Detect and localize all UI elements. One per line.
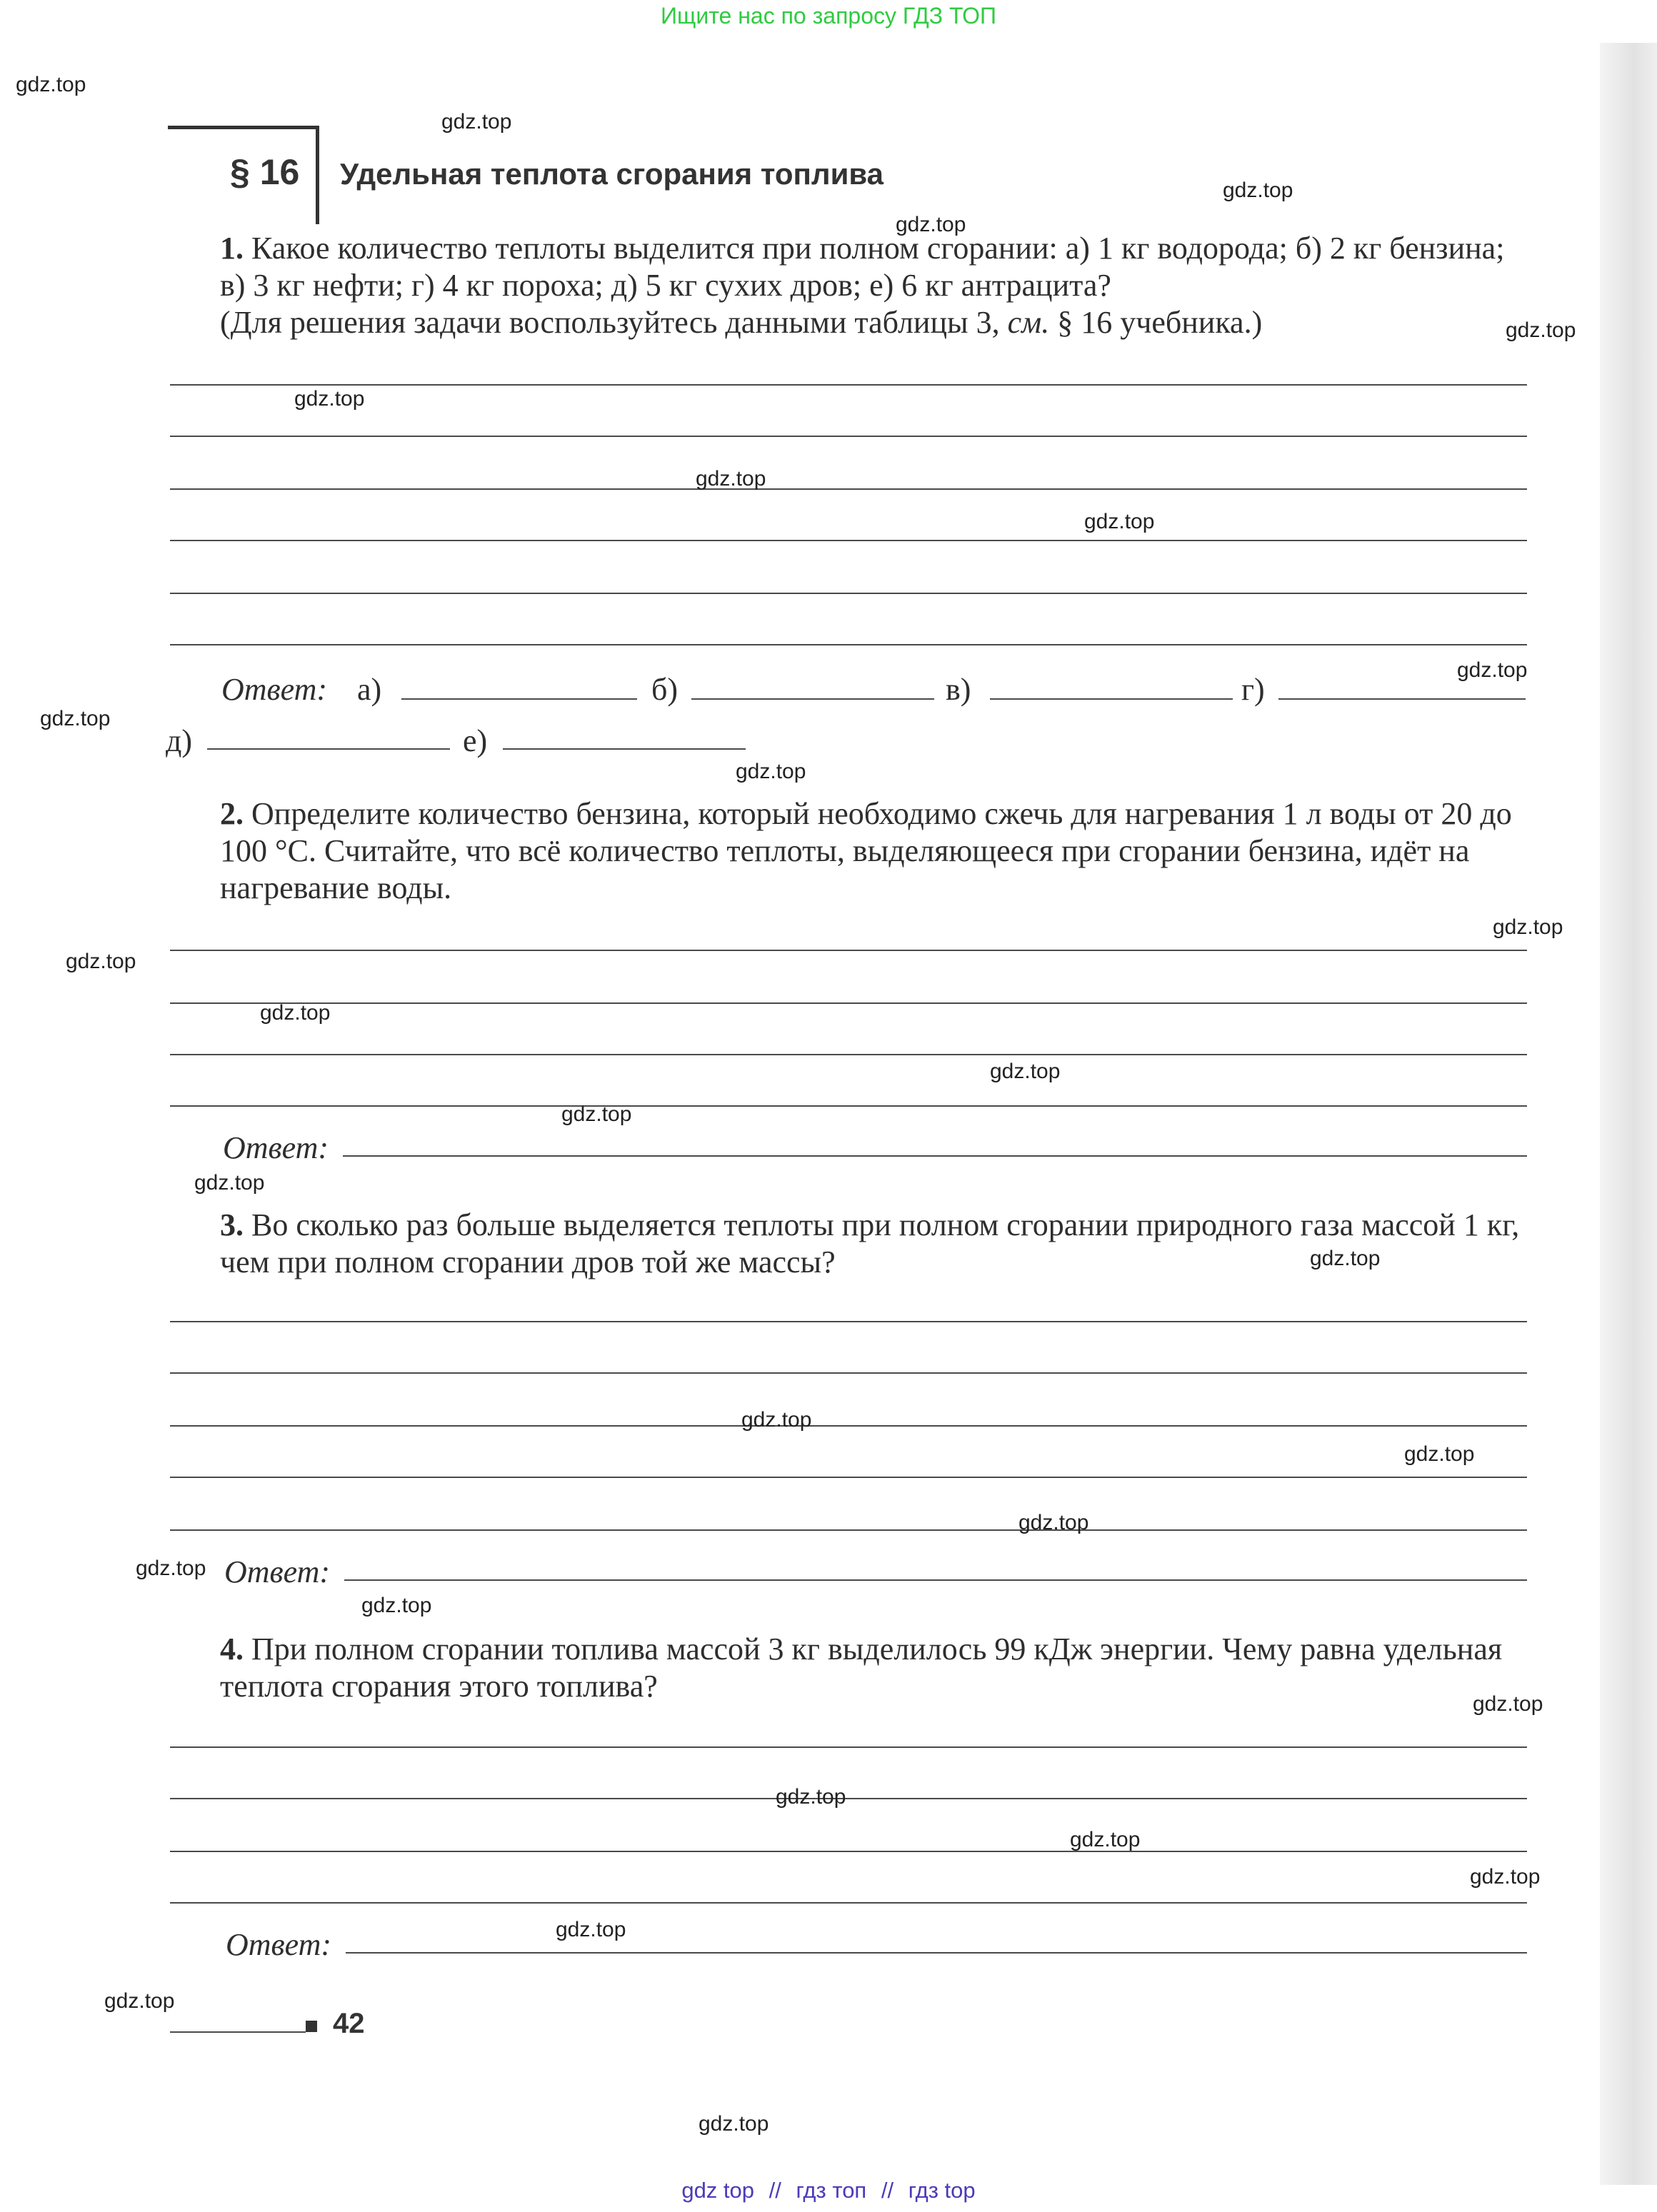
- task-1-number: 1.: [220, 231, 244, 266]
- answer-line[interactable]: [170, 436, 1527, 437]
- task-1-note-see: см.: [1007, 305, 1050, 340]
- task-2: [170, 795, 1527, 907]
- watermark: gdz.top: [1070, 1828, 1141, 1851]
- bottom-banner-link[interactable]: гдз top: [908, 2178, 976, 2203]
- answer-line[interactable]: [170, 644, 1527, 645]
- watermark: gdz.top: [194, 1171, 265, 1195]
- answer-label: Ответ:: [221, 672, 328, 707]
- watermark: gdz.top: [736, 760, 806, 783]
- answer-blank[interactable]: [343, 1155, 1527, 1157]
- task-4: [170, 1631, 1527, 1705]
- bottom-banner-separator: //: [769, 2178, 781, 2203]
- watermark: gdz.top: [1223, 179, 1293, 202]
- answer-line[interactable]: [170, 950, 1527, 951]
- task-3-text: Во сколько раз больше выделяется теплоты при полном сгорании природного газа массой 1 кг, чем при полном сгорании дров той же массы?: [220, 1207, 1520, 1280]
- watermark: gdz.top: [1493, 915, 1563, 939]
- watermark: gdz.top: [441, 110, 512, 134]
- answer-line[interactable]: [170, 384, 1527, 386]
- watermark: gdz.top: [361, 1594, 432, 1617]
- answer-option-c: в): [946, 672, 971, 707]
- answer-line[interactable]: [170, 1798, 1527, 1799]
- answer-line[interactable]: [170, 1002, 1527, 1004]
- watermark: gdz.top: [990, 1060, 1061, 1083]
- answer-label: Ответ:: [226, 1927, 332, 1962]
- answer-blank[interactable]: [344, 1579, 1527, 1581]
- task-1: [170, 230, 1527, 341]
- watermark: gdz.top: [696, 467, 766, 491]
- answer-line[interactable]: [170, 1105, 1527, 1107]
- watermark: gdz.top: [104, 1989, 175, 2013]
- section-number: § 16: [230, 152, 300, 192]
- watermark: gdz.top: [741, 1408, 812, 1432]
- watermark: gdz.top: [1084, 510, 1155, 533]
- task-1-note: (Для решения задачи воспользуйтесь данными таблицы 3,: [220, 305, 1000, 340]
- answer-line[interactable]: [170, 1425, 1527, 1427]
- watermark: gdz.top: [896, 213, 966, 236]
- watermark: gdz.top: [776, 1785, 846, 1809]
- section-title: Удельная теплота сгорания топлива: [340, 157, 884, 191]
- page-marker-icon: [306, 2021, 317, 2032]
- watermark: gdz.top: [699, 2112, 769, 2136]
- watermark: gdz.top: [1506, 318, 1576, 342]
- answer-line[interactable]: [170, 593, 1527, 594]
- answer-blank-f[interactable]: [503, 748, 746, 750]
- watermark: gdz.top: [1404, 1442, 1475, 1466]
- answer-option-a: а): [357, 672, 382, 707]
- task-4-number: 4.: [220, 1632, 244, 1666]
- task-4-text: При полном сгорании топлива массой 3 кг выделилось 99 кДж энергии. Чему равна удельная теплота сгорания этого топлива?: [220, 1632, 1503, 1704]
- watermark: gdz.top: [136, 1557, 206, 1580]
- watermark: gdz.top: [40, 707, 111, 730]
- answer-line[interactable]: [170, 540, 1527, 541]
- answer-line[interactable]: [170, 1746, 1527, 1748]
- top-banner[interactable]: Ищите нас по запросу ГДЗ ТОП: [661, 3, 996, 29]
- answer-line[interactable]: [170, 1902, 1527, 1904]
- header-top-rule: [168, 126, 318, 129]
- answer-line[interactable]: [170, 1372, 1527, 1374]
- bottom-banner-link[interactable]: гдз топ: [796, 2178, 867, 2203]
- page-number: 42: [333, 2008, 365, 2039]
- task-2-number: 2.: [220, 796, 244, 831]
- watermark: gdz.top: [1018, 1511, 1089, 1534]
- answer-label: Ответ:: [224, 1554, 331, 1589]
- watermark: gdz.top: [294, 387, 365, 411]
- answer-blank-c[interactable]: [990, 698, 1233, 700]
- watermark: gdz.top: [1473, 1692, 1543, 1716]
- watermark: gdz.top: [561, 1102, 632, 1126]
- answer-blank[interactable]: [346, 1952, 1527, 1954]
- answer-option-f: е): [463, 723, 488, 758]
- watermark: gdz.top: [16, 73, 86, 96]
- watermark: gdz.top: [1310, 1247, 1381, 1270]
- header-divider: [316, 126, 319, 224]
- task-2-text: Определите количество бензина, который необходимо сжечь для нагревания 1 л воды от 20 до 100 °С. Считайте, что всё количество теплоты, выделяющееся при сгорании бензина, идёт на нагревание воды.: [220, 796, 1512, 905]
- answer-line[interactable]: [170, 1477, 1527, 1478]
- bottom-banner-link[interactable]: gdz top: [681, 2178, 755, 2203]
- answer-label: Ответ:: [223, 1130, 329, 1165]
- answer-option-d: г): [1241, 672, 1265, 707]
- answer-blank-b[interactable]: [691, 698, 934, 700]
- answer-blank-d[interactable]: [1278, 698, 1526, 700]
- bottom-banner-separator: //: [881, 2178, 894, 2203]
- scan-edge-shade: [1600, 43, 1657, 2185]
- watermark: gdz.top: [260, 1001, 331, 1025]
- answer-blank-a[interactable]: [401, 698, 637, 700]
- task-3-number: 3.: [220, 1207, 244, 1242]
- watermark: gdz.top: [1457, 658, 1528, 682]
- answer-line[interactable]: [170, 1321, 1527, 1322]
- page-footer-rule: [170, 2031, 306, 2033]
- watermark: gdz.top: [1470, 1865, 1541, 1889]
- bottom-banner[interactable]: [0, 2178, 1657, 2203]
- answer-blank-e[interactable]: [207, 748, 450, 750]
- answer-line[interactable]: [170, 1529, 1527, 1531]
- answer-line[interactable]: [170, 488, 1527, 490]
- watermark: gdz.top: [556, 1918, 626, 1941]
- answer-option-e: д): [166, 723, 193, 758]
- answer-option-b: б): [651, 672, 679, 707]
- task-1-note-end: § 16 учебника.): [1057, 305, 1263, 340]
- answer-line[interactable]: [170, 1851, 1527, 1852]
- watermark: gdz.top: [66, 950, 136, 973]
- task-1-text: Какое количество теплоты выделится при полном сгорании: а) 1 кг водорода; б) 2 кг бензина; в) 3 кг нефти; г) 4 кг пороха; д) 5 кг сухих дров; е) 6 кг антрацита?: [220, 231, 1505, 303]
- answer-line[interactable]: [170, 1054, 1527, 1055]
